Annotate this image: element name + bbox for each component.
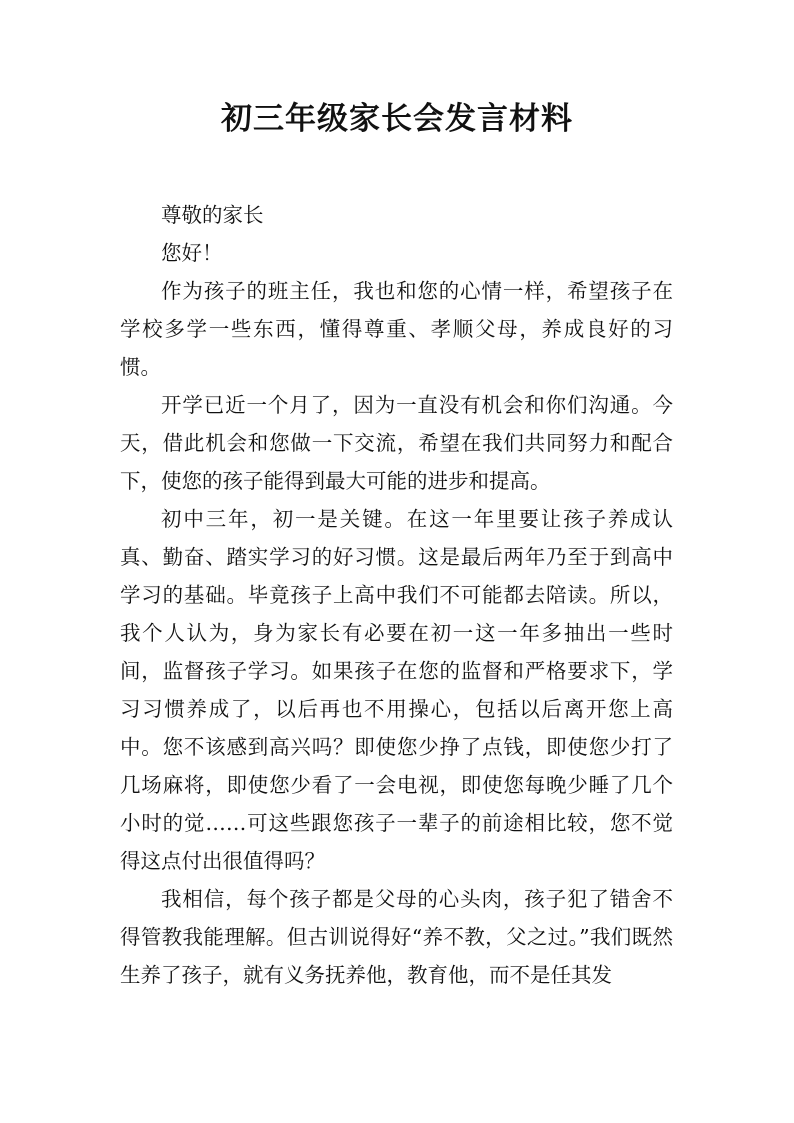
paragraph-communication: 开学已近一个月了，因为一直没有机会和你们沟通。今天，借此机会和您做一下交流，希望在我们共同努力和配合下，使您的孩子能得到最大可能的进步和提高。 bbox=[120, 393, 673, 493]
paragraph-first-year: 初中三年，初一是关键。在这一年里要让孩子养成认真、勤奋、踏实学习的好习惯。这是最后两年乃至于到高中学习的基础。毕竟孩子上高中我们不可能都去陪读。所以，我个人认为，身为家长有必要在初一这一年多抽出一些时间，监督孩子学习。如果孩子在您的监督和严格要求下，学习习惯养成了，以后再也不用操心，包括以后离开您上高中。您不该感到高兴吗？即使您少挣了点钱，即使您少打了几场麻将，即使您少看了一会电视，即使您每晚少睡了几个小时的觉……可这些跟您孩子一辈子的前途相比较，您不觉得这点付出很值得吗？ bbox=[120, 507, 673, 873]
greeting: 您好！ bbox=[161, 241, 223, 265]
paragraph-intro: 作为孩子的班主任，我也和您的心情一样，希望孩子在学校多学一些东西，懂得尊重、孝顺父母，养成良好的习惯。 bbox=[120, 279, 673, 379]
paragraph-education: 我相信，每个孩子都是父母的心头肉，孩子犯了错舍不得管教我能理解。但古训说得好“养不教，父之过。”我们既然生养了孩子，就有义务抚养他，教育他，而不是任其发 bbox=[120, 887, 673, 987]
document-body bbox=[120, 196, 673, 994]
document-title: 初三年级家长会发言材料 bbox=[221, 101, 573, 137]
salutation: 尊敬的家长 bbox=[161, 203, 264, 227]
